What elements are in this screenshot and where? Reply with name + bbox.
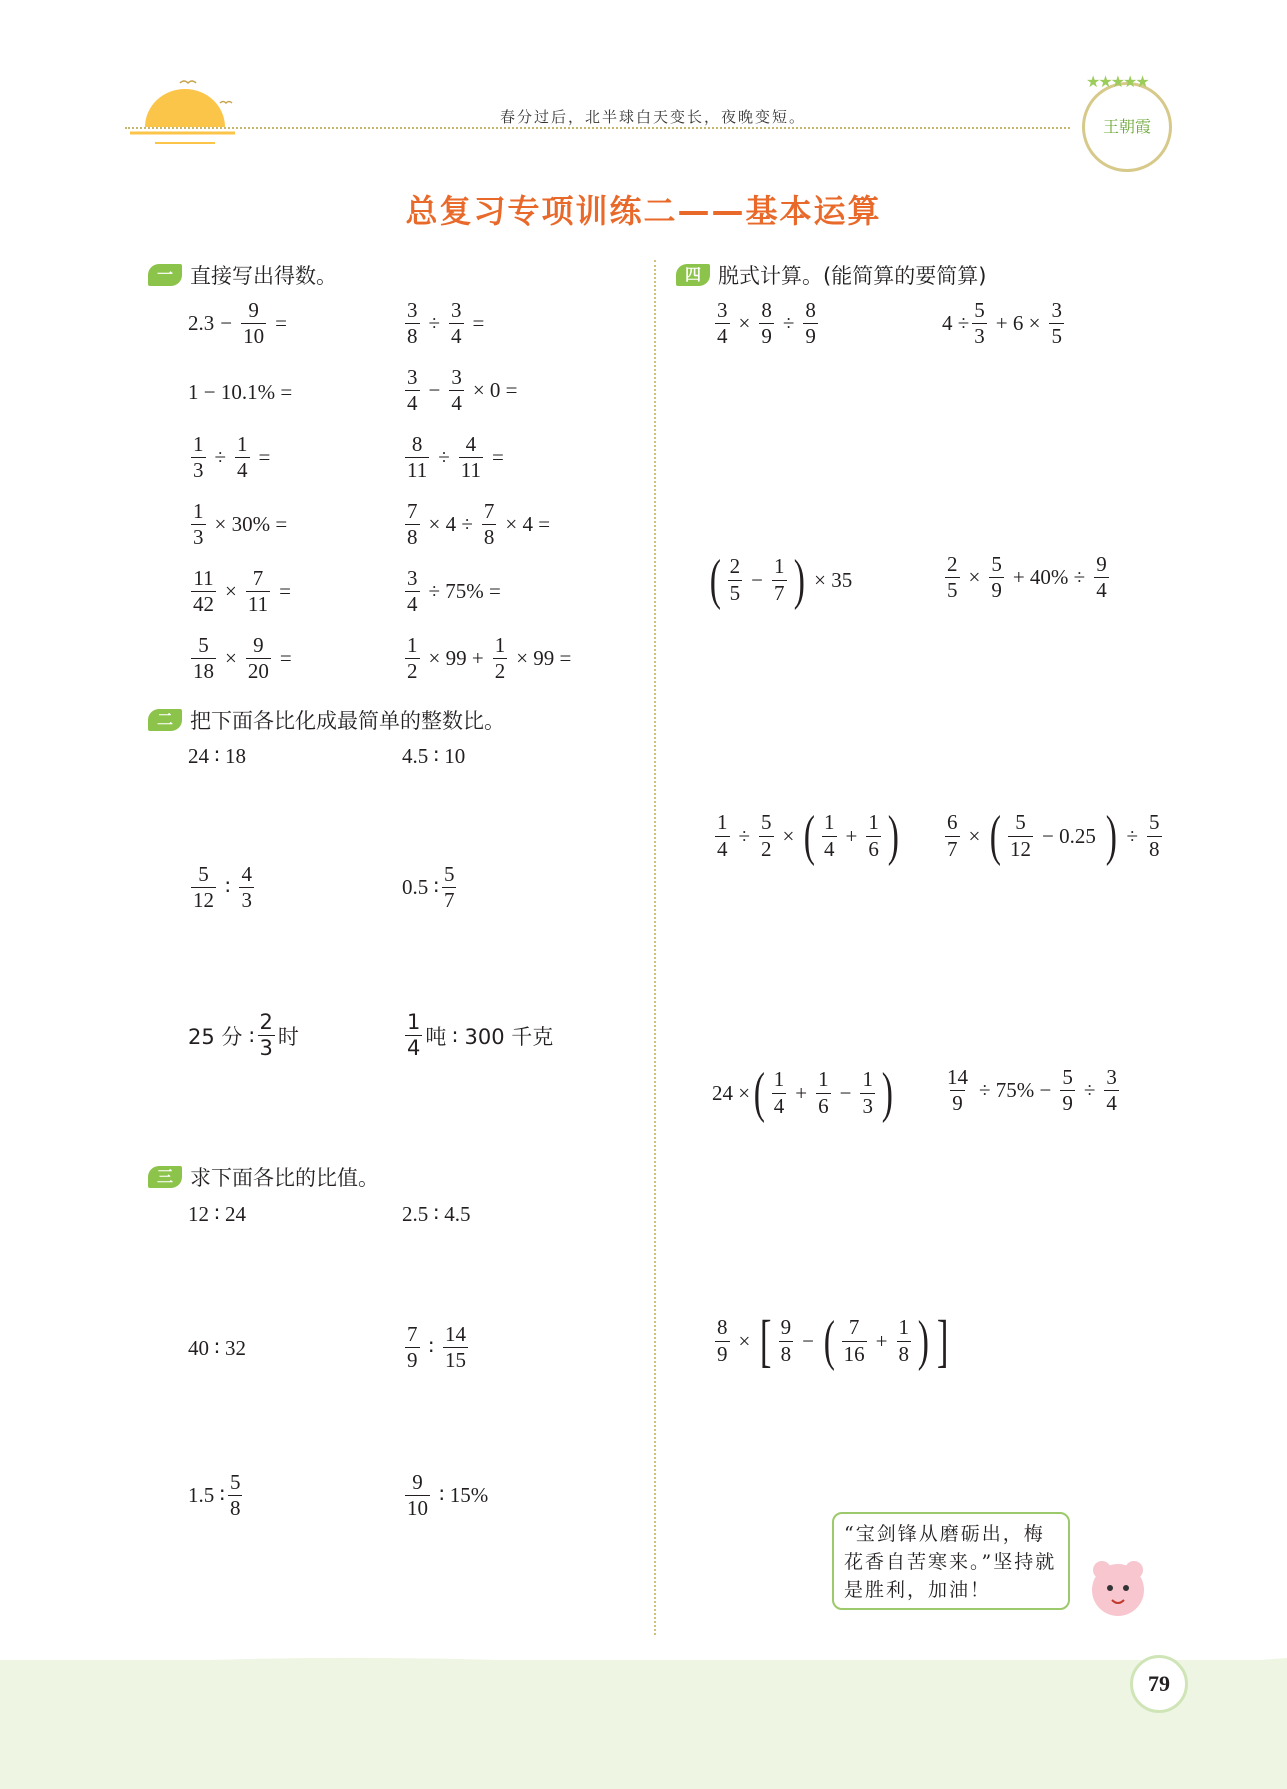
calc-4-3: ( $\frac{2}{5}$ − $\frac{1}{7}$ ) × 35	[709, 549, 853, 611]
section-label: 直接写出得数。	[190, 264, 337, 288]
footer-wave	[0, 1640, 1287, 1680]
ratio-3-4: $\frac{7}{9}$ ∶ $\frac{14}{15}$	[407, 1322, 466, 1373]
calc-4-5: $\frac{1}{4}$ ÷ $\frac{5}{2}$ × ( $\frac{1}{4}$ + $\frac{1}{6}$ )	[717, 805, 899, 867]
calc-4-9: $\frac{8}{9}$ × [ $\frac{9}{8}$ − ( $\frac{7}{16}$ + $\frac{1}{8}$ ) ]	[717, 1308, 949, 1373]
section-label: 脱式计算。(能简算的要简算)	[718, 264, 987, 288]
logo-text: 王朝霞	[1102, 117, 1151, 136]
section-4-heading	[676, 260, 986, 290]
star-row-icon: ★★★★★	[1086, 72, 1148, 91]
section-label: 求下面各比的比值。	[190, 1166, 379, 1190]
ratio-2-6: $\frac{1}{4}$ 吨 ∶ 300 千克	[407, 1010, 554, 1061]
calc-4-8: $\frac{14}{9}$ ÷ 75% − $\frac{5}{9}$ ÷ $\frac{3}{4}$	[947, 1065, 1117, 1116]
problem-1-6: $\frac{8}{11}$ ÷ $\frac{4}{11}$ =	[407, 432, 504, 483]
section-badge: 三	[148, 1166, 182, 1188]
problem-1-9: $\frac{11}{42}$ × $\frac{7}{11}$ =	[193, 566, 291, 617]
header-divider	[125, 127, 1070, 129]
logo-badge	[1082, 82, 1172, 172]
ratio-2-4: 0.5 ∶ $\frac{5}{7}$	[402, 862, 455, 913]
mascot-icon	[1080, 1548, 1160, 1628]
ratio-2-2: 4.5 ∶ 10	[402, 744, 466, 768]
ratio-2-5: 25 分 ∶ $\frac{2}{3}$ 时	[188, 1010, 299, 1061]
ratio-3-2: 2.5 ∶ 4.5	[402, 1202, 471, 1226]
problem-1-1: 2.3 − $\frac{9}{10}$ =	[188, 298, 287, 349]
ratio-2-1: 24 ∶ 18	[188, 744, 246, 768]
ratio-3-6: $\frac{9}{10}$ ∶ 15%	[407, 1470, 489, 1521]
problem-1-2: $\frac{3}{8}$ ÷ $\frac{3}{4}$ =	[407, 298, 485, 349]
section-2-heading	[148, 705, 505, 735]
section-badge: 四	[676, 264, 710, 286]
problem-1-10: $\frac{3}{4}$ ÷ 75% =	[407, 566, 501, 617]
section-1-heading	[148, 260, 337, 290]
problem-1-12: $\frac{1}{2}$ × 99 + $\frac{1}{2}$ × 99 =	[407, 633, 572, 684]
section-3-heading	[148, 1162, 379, 1192]
calc-4-4: $\frac{2}{5}$ × $\frac{5}{9}$ + 40% ÷ $\frac{9}{4}$	[947, 552, 1107, 603]
sunrise-icon	[125, 75, 245, 155]
ratio-3-5: 1.5 ∶ $\frac{5}{8}$	[188, 1470, 241, 1521]
problem-1-11: $\frac{5}{18}$ × $\frac{9}{20}$ =	[193, 633, 292, 684]
encouragement-bubble: “宝剑锋从磨砺出，梅花香自苦寒来。”坚持就是胜利，加油！	[832, 1512, 1070, 1610]
problem-1-3: 1 − 10.1% =	[188, 380, 293, 404]
ratio-3-3: 40 ∶ 32	[188, 1336, 246, 1360]
problem-1-7: $\frac{1}{3}$ × 30% =	[193, 499, 288, 550]
section-badge: 二	[148, 709, 182, 731]
calc-4-6: $\frac{6}{7}$ × ( $\frac{5}{12}$ − 0.25 ) ÷ $\frac{5}{8}$	[947, 805, 1160, 867]
section-label: 把下面各比化成最简单的整数比。	[190, 709, 505, 733]
calc-4-2: 4 ÷ $\frac{5}{3}$ + 6 × $\frac{3}{5}$	[942, 298, 1062, 349]
header-tip: 春分过后，北半球白天变长，夜晚变短。	[500, 108, 807, 126]
section-badge: 一	[148, 264, 182, 286]
problem-1-4: $\frac{3}{4}$ − $\frac{3}{4}$ × 0 =	[407, 365, 518, 416]
ratio-2-3: $\frac{5}{12}$ ∶ $\frac{4}{3}$	[193, 862, 252, 913]
page-number: 79	[1130, 1655, 1188, 1713]
calc-4-7: 24 × ( $\frac{1}{4}$ + $\frac{1}{6}$ − $\frac{1}{3}$ )	[712, 1062, 893, 1124]
calc-4-1: $\frac{3}{4}$ × $\frac{8}{9}$ ÷ $\frac{8}{9}$	[717, 298, 816, 349]
column-divider	[654, 260, 656, 1635]
ratio-3-1: 12 ∶ 24	[188, 1202, 246, 1226]
problem-1-8: $\frac{7}{8}$ × 4 ÷ $\frac{7}{8}$ × 4 =	[407, 499, 551, 550]
page-title: 总复习专项训练二——基本运算	[405, 192, 882, 230]
problem-1-5: $\frac{1}{3}$ ÷ $\frac{1}{4}$ =	[193, 432, 271, 483]
